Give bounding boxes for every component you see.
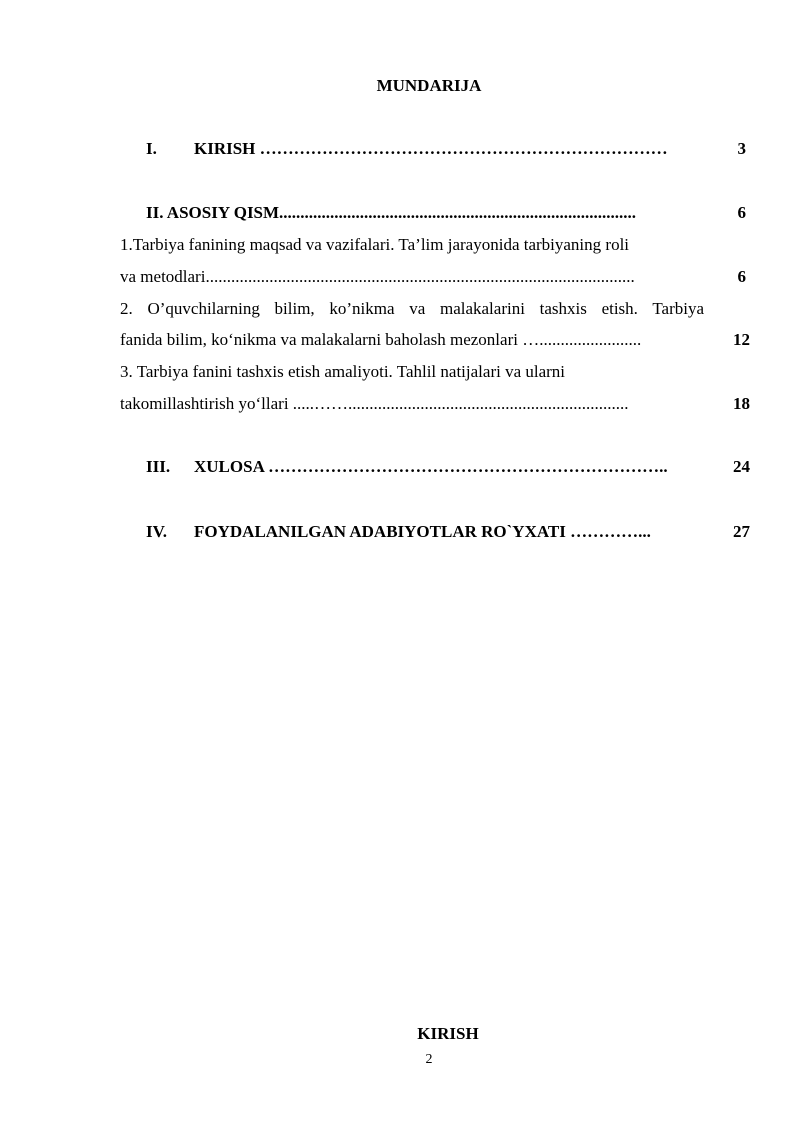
toc-entry-label: II. ASOSIY QISM.................................................................................... [146,203,637,222]
toc-entry-conclusion[interactable] [0,456,800,478]
toc-entry-label: FOYDALANILGAN ADABIYOTLAR RO`YXATI …………... [194,522,651,541]
toc-entry-page: 3 [737,139,746,158]
next-section-heading: KIRISH [417,1024,479,1043]
toc-subentry-text: 3. Tarbiya fanini tashxis etish amaliyoti. Tahlil natijalari va ularni [120,362,566,381]
toc-entry-number: I. [146,139,157,158]
toc-entry-page: 27 [733,522,750,541]
toc-entry-page: 12 [733,330,750,349]
toc-entry-number: III. [146,457,171,476]
toc-subentry-text: 1.Tarbiya fanining maqsad va vazifalari. Ta’lim jarayonida tarbiyaning roli [120,235,630,254]
page-title: MUNDARIJA [376,76,482,95]
toc-subentry-text: va metodlari..................................................................................................... [120,267,635,286]
toc-entry-number: IV. [146,522,167,541]
toc-subentry-text: fanida bilim, ko‘nikma va malakalarni baholash mezonlari …........................ [120,330,642,349]
toc-entry-page: 6 [737,203,746,222]
toc-subentry-text: 2. O’quvchilarning bilim, ko’nikma va malakalarini tashxis etish. Tarbiya [120,299,704,318]
toc-entry-label: XULOSA …………………………………………………………….. [194,457,668,476]
toc-subentry-text: takomillashtirish yo‘llari .....…….................................................................. [120,394,629,413]
toc-entry-page: 24 [733,457,750,476]
toc-entry-page: 6 [737,267,746,286]
page-number: 2 [425,1052,433,1067]
toc-entry-references[interactable] [0,521,800,543]
toc-entry-intro[interactable] [0,138,800,160]
toc-entry-page: 18 [733,394,750,413]
toc-entry-main[interactable] [0,202,800,224]
toc-entry-label: KIRISH ……………………………………………………………… [194,139,668,158]
